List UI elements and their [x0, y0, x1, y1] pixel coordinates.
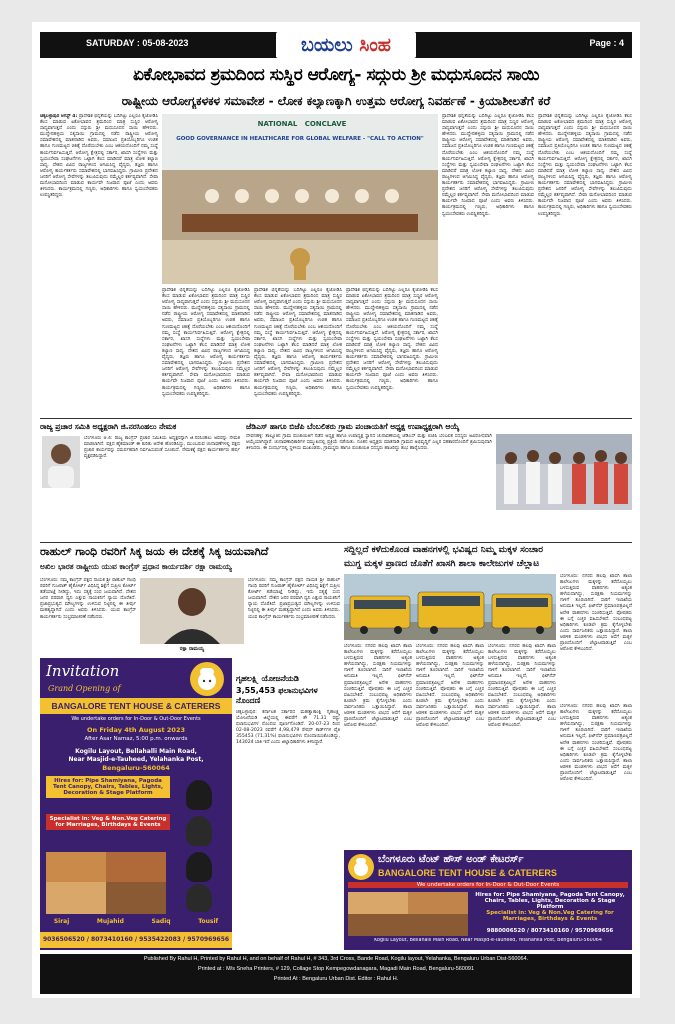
story5-body-col5: ಬೆಂಗಳೂರು: ನಗರದ ಹಲವು ಖಾಸಗಿ ಶಾಲಾ ಕಾಲೇಜುಗಳು ಮಕ್ಕಳನ್ನು ಕರೆದೊಯ್ಯಲು ಬಳಸುತ್ತಿರುವ ವಾಹನಗಳು ಅತ್ಯಂತ ಹಳೆಯದಾಗಿದ್ದು, ಸುರಕ್ಷತಾ ನಿಯಮಗಳನ್ನು ಗಾಳಿಗೆ ತೂರಲಾಗಿದೆ. ಸಾರಿಗೆ ಇಲಾಖೆಯ ಅನುಮತಿ ಇಲ್ಲದೆ, ಫಿಟ್‌ನೆಸ್ ಪ್ರಮಾಣಪತ್ರವಿಲ್ಲದೆ ಅನೇಕ ವಾಹನಗಳು ಸಂಚರಿಸುತ್ತಿವೆ. ಪೋಷಕರು ಈ ಬಗ್ಗೆ ಎಚ್ಚರ ವಹಿಸಬೇಕಿದೆ. ಸಂಬಂಧಪಟ್ಟ ಅಧಿಕಾರಿಗಳು ಕೂಡಲೇ ಕ್ರಮ ಕೈಗೊಳ್ಳಬೇಕು ಎಂದು ಸಾರ್ವಜನಿಕರು ಒತ್ತಾಯಿಸಿದ್ದಾರೆ. ಶಾಲಾ ಆಡಳಿತ ಮಂಡಳಿಗಳು ಲಾಭದ ಆಸೆಗೆ ಮಕ್ಕಳ ಪ್ರಾಣದೊಂದಿಗೆ ಚೆಲ್ಲಾಟವಾಡುತ್ತಿವೆ ಎಂಬ ಆರೋಪ ಕೇಳಿಬಂದಿದೆ.: [560, 704, 632, 783]
story4-headline: ರಾಹುಲ್ ಗಾಂಧಿ ರವರಿಗೆ ಸಿಕ್ಕ ಜಯ ಈ ದೇಶಕ್ಕೆ ಸಿಕ್ಕ ಜಯವಾಗಿದೆ: [40, 545, 269, 558]
story3-body: ದೇವನಹಳ್ಳಿ: ತಾಲ್ಲೂಕಿನ ಗ್ರಾಮ ಪಂಚಾಯಿತಿಗೆ ನಡೆದ ಅಧ್ಯಕ್ಷ ಹಾಗೂ ಉಪಾಧ್ಯಕ್ಷ ಸ್ಥಾನದ ಚುನಾವಣೆಯಲ್ಲಿ ಜೆಡಿಎಸ್ ಮತ್ತು ಬಿಜೆಪಿ ಬೆಂಬಲಿತ ಸದಸ್ಯರು ಅವಿರೋಧವಾಗಿ ಆಯ್ಕೆಯಾಗಿದ್ದಾರೆ. ಚುನಾವಣಾಧಿಕಾರಿಗಳ ಸಮ್ಮುಖದಲ್ಲಿ ಪ್ರಕ್ರಿಯೆ ನಡೆಯಿತು. ನೂತನ ಅಧ್ಯಕ್ಷರು ಮಾತನಾಡಿ ಗ್ರಾಮದ ಅಭಿವೃದ್ಧಿಗೆ ಎಲ್ಲರ ಸಹಕಾರದೊಂದಿಗೆ ಶ್ರಮಿಸುವುದಾಗಿ ತಿಳಿಸಿದರು. ಈ ಸಂದರ್ಭದಲ್ಲಿ ಸ್ಥಳೀಯ ಮುಖಂಡರು, ಗ್ರಾಮಸ್ಥರು ಹಾಗೂ ಪಂಚಾಯಿತಿ ಸದಸ್ಯರು ಹಾಜರಿದ್ದು ಶುಭ ಹಾರೈಸಿದರು.: [246, 434, 492, 452]
imprint-line3: Printed At : Bengaluru Urban Dist. Editor : Rahul H.: [273, 976, 399, 982]
lead-headline: ಏಕೋಭಾವದ ಶ್ರಮದಿಂದ ಸುಸ್ಥಿರ ಆರೋಗ್ಯ- ಸದ್ಗುರು ಶ್ರೀ ಮಧುಸೂದನ ಸಾಯಿ: [133, 65, 539, 85]
page-number: Page : 4: [589, 38, 624, 48]
story2-portrait: [42, 436, 80, 488]
ad-hires: Hires for: Pipe Shamiyana, Pagoda Tent Canopy, Chairs, Tables, Lights, Decoration & Stage Platform: [46, 776, 170, 798]
lead-photo-logos: NATIONAL CONCLAVE: [257, 120, 347, 128]
ad-tagline: We undertake orders for In-Door & Out-Door Events: [348, 882, 628, 888]
ad-hires: Hires for: Pipe Shamiyana, Pagoda Tent Canopy, Chairs, Tables, Lights, Decoration & Stage Platform: [475, 892, 625, 910]
story4-subhead: ಅಖಿಲ ಭಾರತ ರಾಷ್ಟ್ರೀಯ ಯುವ ಕಾಂಗ್ರೆಸ್ ಪ್ರಧಾನ ಕಾರ್ಯದರ್ಶಿ ರಕ್ಷಾ ರಾಮಯ್ಯ: [40, 562, 232, 571]
ad-name: Mujahid: [96, 918, 124, 925]
story5-subhead: ಮುಗ್ದ ಮಕ್ಕಳ ಪ್ರಾಣದ ಜೊತೆಗೆ ಖಾಸಗಿ ಶಾಲಾ ಕಾಲೇಜುಗಳ ಚೆಲ್ಲಾಟ: [344, 559, 540, 569]
story5-body-col1: ಬೆಂಗಳೂರು: ನಗರದ ಹಲವು ಖಾಸಗಿ ಶಾಲಾ ಕಾಲೇಜುಗಳು ಮಕ್ಕಳನ್ನು ಕರೆದೊಯ್ಯಲು ಬಳಸುತ್ತಿರುವ ವಾಹನಗಳು ಅತ್ಯಂತ ಹಳೆಯದಾಗಿದ್ದು, ಸುರಕ್ಷತಾ ನಿಯಮಗಳನ್ನು ಗಾಳಿಗೆ ತೂರಲಾಗಿದೆ. ಸಾರಿಗೆ ಇಲಾಖೆಯ ಅನುಮತಿ ಇಲ್ಲದೆ, ಫಿಟ್‌ನೆಸ್ ಪ್ರಮಾಣಪತ್ರವಿಲ್ಲದೆ ಅನೇಕ ವಾಹನಗಳು ಸಂಚರಿಸುತ್ತಿವೆ. ಪೋಷಕರು ಈ ಬಗ್ಗೆ ಎಚ್ಚರ ವಹಿಸಬೇಕಿದೆ. ಸಂಬಂಧಪಟ್ಟ ಅಧಿಕಾರಿಗಳು ಕೂಡಲೇ ಕ್ರಮ ಕೈಗೊಳ್ಳಬೇಕು ಎಂದು ಸಾರ್ವಜನಿಕರು ಒತ್ತಾಯಿಸಿದ್ದಾರೆ. ಶಾಲಾ ಆಡಳಿತ ಮಂಡಳಿಗಳು ಲಾಭದ ಆಸೆಗೆ ಮಕ್ಕಳ ಪ್ರಾಣದೊಂದಿಗೆ ಚೆಲ್ಲಾಟವಾಡುತ್ತಿವೆ ಎಂಬ ಆರೋಪ ಕೇಳಿಬಂದಿದೆ.: [560, 574, 632, 653]
ad-name: Siraj: [53, 918, 70, 925]
ad-people-column: [172, 776, 226, 914]
ad-time: After Asar Namaz, 5:00 p.m. onwards: [84, 736, 188, 742]
ad-specialist: Specialist in: Veg & Non.Veg Catering for Marriages, Birthdays & Events: [46, 814, 170, 830]
story3-headline: ಜೆಡಿಎಸ್ ಹಾಗೂ ಬಿಜೆಪಿ ಬೆಂಬಲಿತರು ಗ್ರಾಮ ಪಂಚಾಯತಿಗೆ ಅಧ್ಯಕ್ಷ ಉಪಾಧ್ಯಕ್ಷರಾಗಿ ಆಯ್ಕೆ: [246, 422, 460, 431]
story6-headline: ಗೃಹಲಕ್ಷ್ಮಿ ಯೋಜನೆಯಡಿ: [236, 674, 299, 683]
issue-date: SATURDAY : 05-08-2023: [86, 38, 189, 48]
ad-person-photo: [186, 816, 212, 846]
ad-event-photo: [46, 852, 166, 914]
ad-specialist: Specialist in: Veg & Non.Veg Catering for Marriages, Birthdays & Events: [486, 910, 614, 922]
logo-part1: ಬಯಲು: [301, 34, 353, 56]
ad-business-name: BANGALORE TENT HOUSE & CATERERS: [378, 868, 557, 878]
section-divider: [40, 542, 632, 543]
ad-city: Bengaluru-560064: [102, 764, 170, 772]
ad-tagline: We undertake orders for In-Door & Out-Door Events: [71, 716, 201, 722]
ad-grand-opening: Grand Opening of: [48, 684, 121, 693]
lead-body-col4: ಪ್ರಾದೇಶಿಕ ಭಿನ್ನತೆಯನ್ನು ಬದಿಗಿಟ್ಟು ಎಲ್ಲರೂ ಕೈಜೋಡಿಸಿ ಕೆಲಸ ಮಾಡುವ ಏಕೋಭಾವದ ಶ್ರಮದಿಂದ ಮಾತ್ರ ಸುಸ್ಥಿರ ಆರೋಗ್ಯ ಸಾಧ್ಯವಾಗುತ್ತದೆ ಎಂದು ಸದ್ಗುರು ಶ್ರೀ ಮಧುಸೂದನ ಸಾಯಿ ಹೇಳಿದರು. ಮುದ್ದೇನಹಳ್ಳಿಯ ಸತ್ಯಸಾಯಿ ಗ್ರಾಮದಲ್ಲಿ ನಡೆದ ರಾಷ್ಟ್ರೀಯ ಆರೋಗ್ಯ ಸಮಾವೇಶದಲ್ಲಿ ಮಾತನಾಡಿದ ಅವರು, ಸಮಾಜದ ಪ್ರತಿಯೊಬ್ಬರಿಗೂ ಉಚಿತ ಹಾಗೂ ಗುಣಮಟ್ಟದ ಚಿಕಿತ್ಸೆ ದೊರೆಯಬೇಕು ಎಂಬ ಆಶಯದೊಂದಿಗೆ ನಮ್ಮ ಸಂಸ್ಥೆ ಕಾರ್ಯನಿರ್ವಹಿಸುತ್ತಿದೆ. ಆರೋಗ್ಯ ಕ್ಷೇತ್ರದಲ್ಲಿ ಸರ್ಕಾರ, ಖಾಸಗಿ ಸಂಸ್ಥೆಗಳು ಮತ್ತು ಸ್ವಯಂಸೇವಾ ಸಂಘಟನೆಗಳು ಒಟ್ಟಾಗಿ ಕೆಲಸ ಮಾಡಿದರೆ ಮಾತ್ರ ಲೋಕ ಕಲ್ಯಾಣ ಸಾಧ್ಯ. ದೇಶದ ವಿವಿಧ ರಾಜ್ಯಗಳಿಂದ ಆಗಮಿಸಿದ್ದ ವೈದ್ಯರು, ತಜ್ಞರು ಹಾಗೂ ಆರೋಗ್ಯ ಕಾರ್ಯಕರ್ತರು ಸಮಾವೇಶದಲ್ಲಿ ಭಾಗವಹಿಸಿದ್ದರು. ಗ್ರಾಮೀಣ ಪ್ರದೇಶದ ಜನರಿಗೆ ಆರೋಗ್ಯ ಸೇವೆಗಳನ್ನು ತಲುಪಿಸುವುದು ನಮ್ಮೆಲ್ಲರ ಕರ್ತವ್ಯವಾಗಿದೆ. ಸೇವಾ ಮನೋಭಾವದಿಂದ ಮಾಡುವ ಕಾರ್ಯವೇ ನಿಜವಾದ ಪೂಜೆ ಎಂದು ಅವರು ತಿಳಿಸಿದರು. ಕಾರ್ಯಕ್ರಮದಲ್ಲಿ ಗಣ್ಯರು, ಅಧಿಕಾರಿಗಳು ಹಾಗೂ ಸ್ವಯಂಸೇವಕರು ಉಪಸ್ಥಿತರಿದ್ದರು.: [346, 288, 438, 391]
chef-logo-icon: [348, 854, 374, 880]
ad-title-kannada: ಬೆಂಗಳೂರು ಟೆಂಟ್ ಹೌಸ್ ಅಂಡ್ ಕೇಟರರ್ಸ್: [378, 854, 524, 865]
ad-invitation: Invitation: [46, 662, 120, 680]
ad-names: [40, 918, 232, 930]
lead-body-text: ಪ್ರಾದೇಶಿಕ ಭಿನ್ನತೆಯನ್ನು ಬದಿಗಿಟ್ಟು ಎಲ್ಲರೂ ಕೈಜೋಡಿಸಿ ಕೆಲಸ ಮಾಡುವ ಏಕೋಭಾವದ ಶ್ರಮದಿಂದ ಮಾತ್ರ ಸುಸ್ಥಿರ ಆರೋಗ್ಯ ಸಾಧ್ಯವಾಗುತ್ತದೆ ಎಂದು ಸದ್ಗುರು ಶ್ರೀ ಮಧುಸೂದನ ಸಾಯಿ ಹೇಳಿದರು. ಮುದ್ದೇನಹಳ್ಳಿಯ ಸತ್ಯಸಾಯಿ ಗ್ರಾಮದಲ್ಲಿ ನಡೆದ ರಾಷ್ಟ್ರೀಯ ಆರೋಗ್ಯ ಸಮಾವೇಶದಲ್ಲಿ ಮಾತನಾಡಿದ ಅವರು, ಸಮಾಜದ ಪ್ರತಿಯೊಬ್ಬರಿಗೂ ಉಚಿತ ಹಾಗೂ ಗುಣಮಟ್ಟದ ಚಿಕಿತ್ಸೆ ದೊರೆಯಬೇಕು ಎಂಬ ಆಶಯದೊಂದಿಗೆ ನಮ್ಮ ಸಂಸ್ಥೆ ಕಾರ್ಯನಿರ್ವಹಿಸುತ್ತಿದೆ. ಆರೋಗ್ಯ ಕ್ಷೇತ್ರದಲ್ಲಿ ಸರ್ಕಾರ, ಖಾಸಗಿ ಸಂಸ್ಥೆಗಳು ಮತ್ತು ಸ್ವಯಂಸೇವಾ ಸಂಘಟನೆಗಳು ಒಟ್ಟಾಗಿ ಕೆಲಸ ಮಾಡಿದರೆ ಮಾತ್ರ ಲೋಕ ಕಲ್ಯಾಣ ಸಾಧ್ಯ. ದೇಶದ ವಿವಿಧ ರಾಜ್ಯಗಳಿಂದ ಆಗಮಿಸಿದ್ದ ವೈದ್ಯರು, ತಜ್ಞರು ಹಾಗೂ ಆರೋಗ್ಯ ಕಾರ್ಯಕರ್ತರು ಸಮಾವೇಶದಲ್ಲಿ ಭಾಗವಹಿಸಿದ್ದರು. ಗ್ರಾಮೀಣ ಪ್ರದೇಶದ ಜನರಿಗೆ ಆರೋಗ್ಯ ಸೇವೆಗಳನ್ನು ತಲುಪಿಸುವುದು ನಮ್ಮೆಲ್ಲರ ಕರ್ತವ್ಯವಾಗಿದೆ. ಸೇವಾ ಮನೋಭಾವದಿಂದ ಮಾಡುವ ಕಾರ್ಯವೇ ನಿಜವಾದ ಪೂಜೆ ಎಂದು ಅವರು ತಿಳಿಸಿದರು. ಕಾರ್ಯಕ್ರಮದಲ್ಲಿ ಗಣ್ಯರು, ಅಧಿಕಾರಿಗಳು ಹಾಗೂ ಸ್ವಯಂಸೇವಕರು ಉಪಸ್ಥಿತರಿದ್ದರು.: [40, 114, 158, 199]
ad-date: On Friday 4th August 2023: [86, 726, 185, 734]
lead-photo-banner: GOOD GOVERNANCE IN HEALTHCARE FOR GLOBAL WELFARE - "CALL TO ACTION": [176, 136, 424, 142]
ad-address1: Kogilu Layout, Bellahalli Main Road,: [75, 748, 197, 755]
story5-headline: ಸದ್ದಿಲ್ಲದೆ ಕಳೆದುಕೊಂಡ ವಾಹನಗಳಲ್ಲಿ ಭವಿಷ್ಯದ ನಿಮ್ಮ ಮಕ್ಕಳ ಸಂಚಾರ: [344, 545, 544, 555]
logo-part2: ಸಿಂಹ: [359, 34, 391, 56]
section-divider: [40, 418, 632, 419]
advertisement-tent-house: [344, 850, 632, 950]
ad-business-name: BANGALORE TENT HOUSE & CATERERS: [40, 698, 232, 714]
lead-dateline: ಚಿಕ್ಕಬಳ್ಳಾಪುರ ಆಗಸ್ಟ್ 4:: [40, 114, 78, 119]
story4-portrait: [140, 578, 244, 644]
story5-body-col3: ಬೆಂಗಳೂರು: ನಗರದ ಹಲವು ಖಾಸಗಿ ಶಾಲಾ ಕಾಲೇಜುಗಳು ಮಕ್ಕಳನ್ನು ಕರೆದೊಯ್ಯಲು ಬಳಸುತ್ತಿರುವ ವಾಹನಗಳು ಅತ್ಯಂತ ಹಳೆಯದಾಗಿದ್ದು, ಸುರಕ್ಷತಾ ನಿಯಮಗಳನ್ನು ಗಾಳಿಗೆ ತೂರಲಾಗಿದೆ. ಸಾರಿಗೆ ಇಲಾಖೆಯ ಅನುಮತಿ ಇಲ್ಲದೆ, ಫಿಟ್‌ನೆಸ್ ಪ್ರಮಾಣಪತ್ರವಿಲ್ಲದೆ ಅನೇಕ ವಾಹನಗಳು ಸಂಚರಿಸುತ್ತಿವೆ. ಪೋಷಕರು ಈ ಬಗ್ಗೆ ಎಚ್ಚರ ವಹಿಸಬೇಕಿದೆ. ಸಂಬಂಧಪಟ್ಟ ಅಧಿಕಾರಿಗಳು ಕೂಡಲೇ ಕ್ರಮ ಕೈಗೊಳ್ಳಬೇಕು ಎಂದು ಸಾರ್ವಜನಿಕರು ಒತ್ತಾಯಿಸಿದ್ದಾರೆ. ಶಾಲಾ ಆಡಳಿತ ಮಂಡಳಿಗಳು ಲಾಭದ ಆಸೆಗೆ ಮಕ್ಕಳ ಪ್ರಾಣದೊಂದಿಗೆ ಚೆಲ್ಲಾಟವಾಡುತ್ತಿವೆ ಎಂಬ ಆರೋಪ ಕೇಳಿಬಂದಿದೆ.: [416, 644, 484, 729]
ad-person-photo: [186, 884, 212, 912]
story5-body-col2: ಬೆಂಗಳೂರು: ನಗರದ ಹಲವು ಖಾಸಗಿ ಶಾಲಾ ಕಾಲೇಜುಗಳು ಮಕ್ಕಳನ್ನು ಕರೆದೊಯ್ಯಲು ಬಳಸುತ್ತಿರುವ ವಾಹನಗಳು ಅತ್ಯಂತ ಹಳೆಯದಾಗಿದ್ದು, ಸುರಕ್ಷತಾ ನಿಯಮಗಳನ್ನು ಗಾಳಿಗೆ ತೂರಲಾಗಿದೆ. ಸಾರಿಗೆ ಇಲಾಖೆಯ ಅನುಮತಿ ಇಲ್ಲದೆ, ಫಿಟ್‌ನೆಸ್ ಪ್ರಮಾಣಪತ್ರವಿಲ್ಲದೆ ಅನೇಕ ವಾಹನಗಳು ಸಂಚರಿಸುತ್ತಿವೆ. ಪೋಷಕರು ಈ ಬಗ್ಗೆ ಎಚ್ಚರ ವಹಿಸಬೇಕಿದೆ. ಸಂಬಂಧಪಟ್ಟ ಅಧಿಕಾರಿಗಳು ಕೂಡಲೇ ಕ್ರಮ ಕೈಗೊಳ್ಳಬೇಕು ಎಂದು ಸಾರ್ವಜನಿಕರು ಒತ್ತಾಯಿಸಿದ್ದಾರೆ. ಶಾಲಾ ಆಡಳಿತ ಮಂಡಳಿಗಳು ಲಾಭದ ಆಸೆಗೆ ಮಕ್ಕಳ ಪ್ರಾಣದೊಂದಿಗೆ ಚೆಲ್ಲಾಟವಾಡುತ್ತಿವೆ ಎಂಬ ಆರೋಪ ಕೇಳಿಬಂದಿದೆ.: [344, 644, 412, 729]
story3-photo: [496, 434, 632, 510]
newspaper-logo: [276, 32, 416, 58]
lead-body-col6: ಪ್ರಾದೇಶಿಕ ಭಿನ್ನತೆಯನ್ನು ಬದಿಗಿಟ್ಟು ಎಲ್ಲರೂ ಕೈಜೋಡಿಸಿ ಕೆಲಸ ಮಾಡುವ ಏಕೋಭಾವದ ಶ್ರಮದಿಂದ ಮಾತ್ರ ಸುಸ್ಥಿರ ಆರೋಗ್ಯ ಸಾಧ್ಯವಾಗುತ್ತದೆ ಎಂದು ಸದ್ಗುರು ಶ್ರೀ ಮಧುಸೂದನ ಸಾಯಿ ಹೇಳಿದರು. ಮುದ್ದೇನಹಳ್ಳಿಯ ಸತ್ಯಸಾಯಿ ಗ್ರಾಮದಲ್ಲಿ ನಡೆದ ರಾಷ್ಟ್ರೀಯ ಆರೋಗ್ಯ ಸಮಾವೇಶದಲ್ಲಿ ಮಾತನಾಡಿದ ಅವರು, ಸಮಾಜದ ಪ್ರತಿಯೊಬ್ಬರಿಗೂ ಉಚಿತ ಹಾಗೂ ಗುಣಮಟ್ಟದ ಚಿಕಿತ್ಸೆ ದೊರೆಯಬೇಕು ಎಂಬ ಆಶಯದೊಂದಿಗೆ ನಮ್ಮ ಸಂಸ್ಥೆ ಕಾರ್ಯನಿರ್ವಹಿಸುತ್ತಿದೆ. ಆರೋಗ್ಯ ಕ್ಷೇತ್ರದಲ್ಲಿ ಸರ್ಕಾರ, ಖಾಸಗಿ ಸಂಸ್ಥೆಗಳು ಮತ್ತು ಸ್ವಯಂಸೇವಾ ಸಂಘಟನೆಗಳು ಒಟ್ಟಾಗಿ ಕೆಲಸ ಮಾಡಿದರೆ ಮಾತ್ರ ಲೋಕ ಕಲ್ಯಾಣ ಸಾಧ್ಯ. ದೇಶದ ವಿವಿಧ ರಾಜ್ಯಗಳಿಂದ ಆಗಮಿಸಿದ್ದ ವೈದ್ಯರು, ತಜ್ಞರು ಹಾಗೂ ಆರೋಗ್ಯ ಕಾರ್ಯಕರ್ತರು ಸಮಾವೇಶದಲ್ಲಿ ಭಾಗವಹಿಸಿದ್ದರು. ಗ್ರಾಮೀಣ ಪ್ರದೇಶದ ಜನರಿಗೆ ಆರೋಗ್ಯ ಸೇವೆಗಳನ್ನು ತಲುಪಿಸುವುದು ನಮ್ಮೆಲ್ಲರ ಕರ್ತವ್ಯವಾಗಿದೆ. ಸೇವಾ ಮನೋಭಾವದಿಂದ ಮಾಡುವ ಕಾರ್ಯವೇ ನಿಜವಾದ ಪೂಜೆ ಎಂದು ಅವರು ತಿಳಿಸಿದರು. ಕಾರ್ಯಕ್ರಮದಲ್ಲಿ ಗಣ್ಯರು, ಅಧಿಕಾರಿಗಳು ಹಾಗೂ ಸ್ವಯಂಸೇವಕರು ಉಪಸ್ಥಿತರಿದ್ದರು.: [538, 114, 632, 217]
lead-body-col2: ಪ್ರಾದೇಶಿಕ ಭಿನ್ನತೆಯನ್ನು ಬದಿಗಿಟ್ಟು ಎಲ್ಲರೂ ಕೈಜೋಡಿಸಿ ಕೆಲಸ ಮಾಡುವ ಏಕೋಭಾವದ ಶ್ರಮದಿಂದ ಮಾತ್ರ ಸುಸ್ಥಿರ ಆರೋಗ್ಯ ಸಾಧ್ಯವಾಗುತ್ತದೆ ಎಂದು ಸದ್ಗುರು ಶ್ರೀ ಮಧುಸೂದನ ಸಾಯಿ ಹೇಳಿದರು. ಮುದ್ದೇನಹಳ್ಳಿಯ ಸತ್ಯಸಾಯಿ ಗ್ರಾಮದಲ್ಲಿ ನಡೆದ ರಾಷ್ಟ್ರೀಯ ಆರೋಗ್ಯ ಸಮಾವೇಶದಲ್ಲಿ ಮಾತನಾಡಿದ ಅವರು, ಸಮಾಜದ ಪ್ರತಿಯೊಬ್ಬರಿಗೂ ಉಚಿತ ಹಾಗೂ ಗುಣಮಟ್ಟದ ಚಿಕಿತ್ಸೆ ದೊರೆಯಬೇಕು ಎಂಬ ಆಶಯದೊಂದಿಗೆ ನಮ್ಮ ಸಂಸ್ಥೆ ಕಾರ್ಯನಿರ್ವಹಿಸುತ್ತಿದೆ. ಆರೋಗ್ಯ ಕ್ಷೇತ್ರದಲ್ಲಿ ಸರ್ಕಾರ, ಖಾಸಗಿ ಸಂಸ್ಥೆಗಳು ಮತ್ತು ಸ್ವಯಂಸೇವಾ ಸಂಘಟನೆಗಳು ಒಟ್ಟಾಗಿ ಕೆಲಸ ಮಾಡಿದರೆ ಮಾತ್ರ ಲೋಕ ಕಲ್ಯಾಣ ಸಾಧ್ಯ. ದೇಶದ ವಿವಿಧ ರಾಜ್ಯಗಳಿಂದ ಆಗಮಿಸಿದ್ದ ವೈದ್ಯರು, ತಜ್ಞರು ಹಾಗೂ ಆರೋಗ್ಯ ಕಾರ್ಯಕರ್ತರು ಸಮಾವೇಶದಲ್ಲಿ ಭಾಗವಹಿಸಿದ್ದರು. ಗ್ರಾಮೀಣ ಪ್ರದೇಶದ ಜನರಿಗೆ ಆರೋಗ್ಯ ಸೇವೆಗಳನ್ನು ತಲುಪಿಸುವುದು ನಮ್ಮೆಲ್ಲರ ಕರ್ತವ್ಯವಾಗಿದೆ. ಸೇವಾ ಮನೋಭಾವದಿಂದ ಮಾಡುವ ಕಾರ್ಯವೇ ನಿಜವಾದ ಪೂಜೆ ಎಂದು ಅವರು ತಿಳಿಸಿದರು. ಕಾರ್ಯಕ್ರಮದಲ್ಲಿ ಗಣ್ಯರು, ಅಧಿಕಾರಿಗಳು ಹಾಗೂ ಸ್ವಯಂಸೇವಕರು ಉಪಸ್ಥಿತರಿದ್ದರು.: [162, 288, 250, 397]
chef-logo-icon: [190, 662, 224, 696]
story5-body-col4: ಬೆಂಗಳೂರು: ನಗರದ ಹಲವು ಖಾಸಗಿ ಶಾಲಾ ಕಾಲೇಜುಗಳು ಮಕ್ಕಳನ್ನು ಕರೆದೊಯ್ಯಲು ಬಳಸುತ್ತಿರುವ ವಾಹನಗಳು ಅತ್ಯಂತ ಹಳೆಯದಾಗಿದ್ದು, ಸುರಕ್ಷತಾ ನಿಯಮಗಳನ್ನು ಗಾಳಿಗೆ ತೂರಲಾಗಿದೆ. ಸಾರಿಗೆ ಇಲಾಖೆಯ ಅನುಮತಿ ಇಲ್ಲದೆ, ಫಿಟ್‌ನೆಸ್ ಪ್ರಮಾಣಪತ್ರವಿಲ್ಲದೆ ಅನೇಕ ವಾಹನಗಳು ಸಂಚರಿಸುತ್ತಿವೆ. ಪೋಷಕರು ಈ ಬಗ್ಗೆ ಎಚ್ಚರ ವಹಿಸಬೇಕಿದೆ. ಸಂಬಂಧಪಟ್ಟ ಅಧಿಕಾರಿಗಳು ಕೂಡಲೇ ಕ್ರಮ ಕೈಗೊಳ್ಳಬೇಕು ಎಂದು ಸಾರ್ವಜನಿಕರು ಒತ್ತಾಯಿಸಿದ್ದಾರೆ. ಶಾಲಾ ಆಡಳಿತ ಮಂಡಳಿಗಳು ಲಾಭದ ಆಸೆಗೆ ಮಕ್ಕಳ ಪ್ರಾಣದೊಂದಿಗೆ ಚೆಲ್ಲಾಟವಾಡುತ್ತಿವೆ ಎಂಬ ಆರೋಪ ಕೇಳಿಬಂದಿದೆ.: [488, 644, 556, 729]
ad-person-photo: [186, 780, 212, 810]
imprint-line1: Published By Rahul H, Printed by Rahul H, and on behalf of Rahul H, # 343, 3rd Cross, Bande Road, Kogilu layout, Yelahanka, Bengaluru Urban Dist-560064.: [143, 956, 529, 962]
lead-body-col3: ಪ್ರಾದೇಶಿಕ ಭಿನ್ನತೆಯನ್ನು ಬದಿಗಿಟ್ಟು ಎಲ್ಲರೂ ಕೈಜೋಡಿಸಿ ಕೆಲಸ ಮಾಡುವ ಏಕೋಭಾವದ ಶ್ರಮದಿಂದ ಮಾತ್ರ ಸುಸ್ಥಿರ ಆರೋಗ್ಯ ಸಾಧ್ಯವಾಗುತ್ತದೆ ಎಂದು ಸದ್ಗುರು ಶ್ರೀ ಮಧುಸೂದನ ಸಾಯಿ ಹೇಳಿದರು. ಮುದ್ದೇನಹಳ್ಳಿಯ ಸತ್ಯಸಾಯಿ ಗ್ರಾಮದಲ್ಲಿ ನಡೆದ ರಾಷ್ಟ್ರೀಯ ಆರೋಗ್ಯ ಸಮಾವೇಶದಲ್ಲಿ ಮಾತನಾಡಿದ ಅವರು, ಸಮಾಜದ ಪ್ರತಿಯೊಬ್ಬರಿಗೂ ಉಚಿತ ಹಾಗೂ ಗುಣಮಟ್ಟದ ಚಿಕಿತ್ಸೆ ದೊರೆಯಬೇಕು ಎಂಬ ಆಶಯದೊಂದಿಗೆ ನಮ್ಮ ಸಂಸ್ಥೆ ಕಾರ್ಯನಿರ್ವಹಿಸುತ್ತಿದೆ. ಆರೋಗ್ಯ ಕ್ಷೇತ್ರದಲ್ಲಿ ಸರ್ಕಾರ, ಖಾಸಗಿ ಸಂಸ್ಥೆಗಳು ಮತ್ತು ಸ್ವಯಂಸೇವಾ ಸಂಘಟನೆಗಳು ಒಟ್ಟಾಗಿ ಕೆಲಸ ಮಾಡಿದರೆ ಮಾತ್ರ ಲೋಕ ಕಲ್ಯಾಣ ಸಾಧ್ಯ. ದೇಶದ ವಿವಿಧ ರಾಜ್ಯಗಳಿಂದ ಆಗಮಿಸಿದ್ದ ವೈದ್ಯರು, ತಜ್ಞರು ಹಾಗೂ ಆರೋಗ್ಯ ಕಾರ್ಯಕರ್ತರು ಸಮಾವೇಶದಲ್ಲಿ ಭಾಗವಹಿಸಿದ್ದರು. ಗ್ರಾಮೀಣ ಪ್ರದೇಶದ ಜನರಿಗೆ ಆರೋಗ್ಯ ಸೇವೆಗಳನ್ನು ತಲುಪಿಸುವುದು ನಮ್ಮೆಲ್ಲರ ಕರ್ತವ್ಯವಾಗಿದೆ. ಸೇವಾ ಮನೋಭಾವದಿಂದ ಮಾಡುವ ಕಾರ್ಯವೇ ನಿಜವಾದ ಪೂಜೆ ಎಂದು ಅವರು ತಿಳಿಸಿದರು. ಕಾರ್ಯಕ್ರಮದಲ್ಲಿ ಗಣ್ಯರು, ಅಧಿಕಾರಿಗಳು ಹಾಗೂ ಸ್ವಯಂಸೇವಕರು ಉಪಸ್ಥಿತರಿದ್ದರು.: [254, 288, 342, 397]
ad-phone-numbers: 9036506520 / 8073410160 / 9535422083 / 9570969656: [40, 932, 232, 948]
imprint-footer: [40, 954, 632, 994]
story4-photo-caption: ರಕ್ಷಾ ರಾಮಯ್ಯ: [179, 646, 205, 652]
lead-body-col5: ಪ್ರಾದೇಶಿಕ ಭಿನ್ನತೆಯನ್ನು ಬದಿಗಿಟ್ಟು ಎಲ್ಲರೂ ಕೈಜೋಡಿಸಿ ಕೆಲಸ ಮಾಡುವ ಏಕೋಭಾವದ ಶ್ರಮದಿಂದ ಮಾತ್ರ ಸುಸ್ಥಿರ ಆರೋಗ್ಯ ಸಾಧ್ಯವಾಗುತ್ತದೆ ಎಂದು ಸದ್ಗುರು ಶ್ರೀ ಮಧುಸೂದನ ಸಾಯಿ ಹೇಳಿದರು. ಮುದ್ದೇನಹಳ್ಳಿಯ ಸತ್ಯಸಾಯಿ ಗ್ರಾಮದಲ್ಲಿ ನಡೆದ ರಾಷ್ಟ್ರೀಯ ಆರೋಗ್ಯ ಸಮಾವೇಶದಲ್ಲಿ ಮಾತನಾಡಿದ ಅವರು, ಸಮಾಜದ ಪ್ರತಿಯೊಬ್ಬರಿಗೂ ಉಚಿತ ಹಾಗೂ ಗುಣಮಟ್ಟದ ಚಿಕಿತ್ಸೆ ದೊರೆಯಬೇಕು ಎಂಬ ಆಶಯದೊಂದಿಗೆ ನಮ್ಮ ಸಂಸ್ಥೆ ಕಾರ್ಯನಿರ್ವಹಿಸುತ್ತಿದೆ. ಆರೋಗ್ಯ ಕ್ಷೇತ್ರದಲ್ಲಿ ಸರ್ಕಾರ, ಖಾಸಗಿ ಸಂಸ್ಥೆಗಳು ಮತ್ತು ಸ್ವಯಂಸೇವಾ ಸಂಘಟನೆಗಳು ಒಟ್ಟಾಗಿ ಕೆಲಸ ಮಾಡಿದರೆ ಮಾತ್ರ ಲೋಕ ಕಲ್ಯಾಣ ಸಾಧ್ಯ. ದೇಶದ ವಿವಿಧ ರಾಜ್ಯಗಳಿಂದ ಆಗಮಿಸಿದ್ದ ವೈದ್ಯರು, ತಜ್ಞರು ಹಾಗೂ ಆರೋಗ್ಯ ಕಾರ್ಯಕರ್ತರು ಸಮಾವೇಶದಲ್ಲಿ ಭಾಗವಹಿಸಿದ್ದರು. ಗ್ರಾಮೀಣ ಪ್ರದೇಶದ ಜನರಿಗೆ ಆರೋಗ್ಯ ಸೇವೆಗಳನ್ನು ತಲುಪಿಸುವುದು ನಮ್ಮೆಲ್ಲರ ಕರ್ತವ್ಯವಾಗಿದೆ. ಸೇವಾ ಮನೋಭಾವದಿಂದ ಮಾಡುವ ಕಾರ್ಯವೇ ನಿಜವಾದ ಪೂಜೆ ಎಂದು ಅವರು ತಿಳಿಸಿದರು. ಕಾರ್ಯಕ್ರಮದಲ್ಲಿ ಗಣ್ಯರು, ಅಧಿಕಾರಿಗಳು ಹಾಗೂ ಸ್ವಯಂಸೇವಕರು ಉಪಸ್ಥಿತರಿದ್ದರು.: [442, 114, 534, 217]
lead-body-col1: [40, 114, 158, 414]
story6-body: ಚಿಕ್ಕಬಳ್ಳಾಪುರ: ಕರ್ನಾಟಕ ಸರ್ಕಾರದ ಮಹತ್ವಾಕಾಂಕ್ಷಿ ಗೃಹಲಕ್ಷ್ಮಿ ಯೋಜನೆಯಡಿ ಜಿಲ್ಲೆಯಲ್ಲಿ ಈವರೆಗೆ ಶೇ 71.31 ರಷ್ಟು ಫಲಾನುಭವಿಗಳ ನೊಂದಣಿ ಪೂರ್ಣಗೊಂಡಿದೆ. 20-07-23 ರಿಂದ 02-08-2023 ರವರೆಗೆ 4,98,479 ರೇಷನ್ ಕಾರ್ಡ್‌ಗಳ ಪೈಕಿ 355453 (71.31%) ಫಲಾನುಭವಿಗಳು ನೊಂದಾಯಿಸಿಕೊಂಡಿದ್ದು, 143024 ಬಾಕಿ ಇದೆ ಎಂದು ಜಿಲ್ಲಾಧಿಕಾರಿಗಳು ತಿಳಿಸಿದ್ದಾರೆ.: [236, 710, 340, 746]
story4-body-col2: ಬೆಂಗಳೂರು: ನಮ್ಮ ಕಾಂಗ್ರೆಸ್ ಪಕ್ಷದ ನಾಯಕ ಶ್ರೀ ರಾಹುಲ್ ಗಾಂಧಿ ರವರಿಗೆ ಗುಜರಾತ್ ಹೈಕೋರ್ಟ್ ವಿಧಿಸಿದ್ದ ಶಿಕ್ಷೆಗೆ ಸುಪ್ರೀಂ ಕೋರ್ಟ್ ತಡೆಯಾಜ್ಞೆ ನೀಡಿದ್ದು, ಇದು ಸತ್ಯಕ್ಕೆ ಸಂದ ಜಯವಾಗಿದೆ. ದೇಶದ ಜನರ ಪರವಾಗಿ ಧ್ವನಿ ಎತ್ತುವ ನಾಯಕನಿಗೆ ನ್ಯಾಯ ದೊರೆತಿದೆ. ಪ್ರಜಾಪ್ರಭುತ್ವದ ಮೌಲ್ಯಗಳನ್ನು ಉಳಿಸುವ ನಿಟ್ಟಿನಲ್ಲಿ ಈ ತೀರ್ಪು ಮಹತ್ವದ್ದಾಗಿದೆ ಎಂದು ಅವರು ತಿಳಿಸಿದರು. ಯುವ ಕಾಂಗ್ರೆಸ್ ಕಾರ್ಯಕರ್ತರು ಸಂಭ್ರಮಾಚರಣೆ ನಡೆಸಿದರು.: [248, 578, 340, 620]
ad-phone-numbers: 9880006520 / 8073410160 / 9570969656: [486, 928, 614, 934]
ad-address2: Near Masjid-e-Tauheed, Yelahanka Post,: [68, 756, 204, 763]
story6-highlight: 3,55,453 ಫಲಾನುಭವಿಗಳ ನೊಂದಣಿ: [236, 686, 318, 705]
lead-photo: [162, 114, 438, 284]
ad-name: Tousif: [198, 918, 219, 925]
ad-event-photo: [348, 892, 468, 936]
ad-name: Sadiq: [151, 918, 171, 925]
advertisement-grand-opening: [40, 658, 232, 950]
lead-subhead: ರಾಷ್ಟ್ರೀಯ ಆರೋಗ್ಯಕಳಕಳ ಸಮಾವೇಶ - ಲೋಕ ಕಲ್ಯಾಣಕ್ಕಾಗಿ ಉತ್ತಮ ಆರೋಗ್ಯ ನಿವರ್ಹಣೆ - ಕ್ರಿಯಾಶೀಲತೆಗೆ ಕರೆ: [121, 94, 551, 108]
newspaper-page: [32, 22, 640, 998]
imprint-line2: Printed at : M/s Sneha Printers, # 129, Collage Stop Kempegowdanagara, Magadi Main Road, Bengaluru-560091: [197, 966, 475, 972]
story4-body-col1: ಬೆಂಗಳೂರು: ನಮ್ಮ ಕಾಂಗ್ರೆಸ್ ಪಕ್ಷದ ನಾಯಕ ಶ್ರೀ ರಾಹುಲ್ ಗಾಂಧಿ ರವರಿಗೆ ಗುಜರಾತ್ ಹೈಕೋರ್ಟ್ ವಿಧಿಸಿದ್ದ ಶಿಕ್ಷೆಗೆ ಸುಪ್ರೀಂ ಕೋರ್ಟ್ ತಡೆಯಾಜ್ಞೆ ನೀಡಿದ್ದು, ಇದು ಸತ್ಯಕ್ಕೆ ಸಂದ ಜಯವಾಗಿದೆ. ದೇಶದ ಜನರ ಪರವಾಗಿ ಧ್ವನಿ ಎತ್ತುವ ನಾಯಕನಿಗೆ ನ್ಯಾಯ ದೊರೆತಿದೆ. ಪ್ರಜಾಪ್ರಭುತ್ವದ ಮೌಲ್ಯಗಳನ್ನು ಉಳಿಸುವ ನಿಟ್ಟಿನಲ್ಲಿ ಈ ತೀರ್ಪು ಮಹತ್ವದ್ದಾಗಿದೆ ಎಂದು ಅವರು ತಿಳಿಸಿದರು. ಯುವ ಕಾಂಗ್ರೆಸ್ ಕಾರ್ಯಕರ್ತರು ಸಂಭ್ರಮಾಚರಣೆ ನಡೆಸಿದರು.: [40, 578, 136, 620]
story5-bus-photo: [344, 574, 556, 640]
masthead: [40, 32, 632, 58]
ad-person-photo: [186, 852, 212, 882]
story2-headline: ರಾಜ್ಯ ಪ್ರಚಾರ ಸಮಿತಿ ಅಧ್ಯಕ್ಷರಾಗಿ ಜಿ.ನರಸಿಂಹಲು ನೇಮಕ: [40, 422, 177, 431]
ad-address: Kogilu Layout, Bellahalli Main Road, Near Masjid-e-Tauheed, Yelahanka Post, Bengaluru-560064: [374, 938, 602, 943]
story2-body: ಬೆಂಗಳೂರು ಆ.4: ರಾಜ್ಯ ಕಾಂಗ್ರೆಸ್ ಪ್ರಚಾರ ಸಮಿತಿಯ ಅಧ್ಯಕ್ಷರನ್ನಾಗಿ ಜಿ.ನರಸಿಂಹಲು ಅವರನ್ನು ನೇಮಕ ಮಾಡಲಾಗಿದೆ. ಪಕ್ಷದ ಹೈಕಮಾಂಡ್ ಈ ಕುರಿತು ಆದೇಶ ಹೊರಡಿಸಿದ್ದು, ಮುಂಬರುವ ಚುನಾವಣೆಗಳಲ್ಲಿ ಪಕ್ಷದ ಪ್ರಚಾರ ಕಾರ್ಯವನ್ನು ಸಮರ್ಪಕವಾಗಿ ನಿರ್ವಹಿಸುವಂತೆ ಸೂಚಿಸಿದೆ. ನೇಮಕಕ್ಕೆ ಪಕ್ಷದ ಕಾರ್ಯಕರ್ತರು ಹರ್ಷ ವ್ಯಕ್ತಪಡಿಸಿದ್ದಾರೆ.: [84, 436, 240, 460]
